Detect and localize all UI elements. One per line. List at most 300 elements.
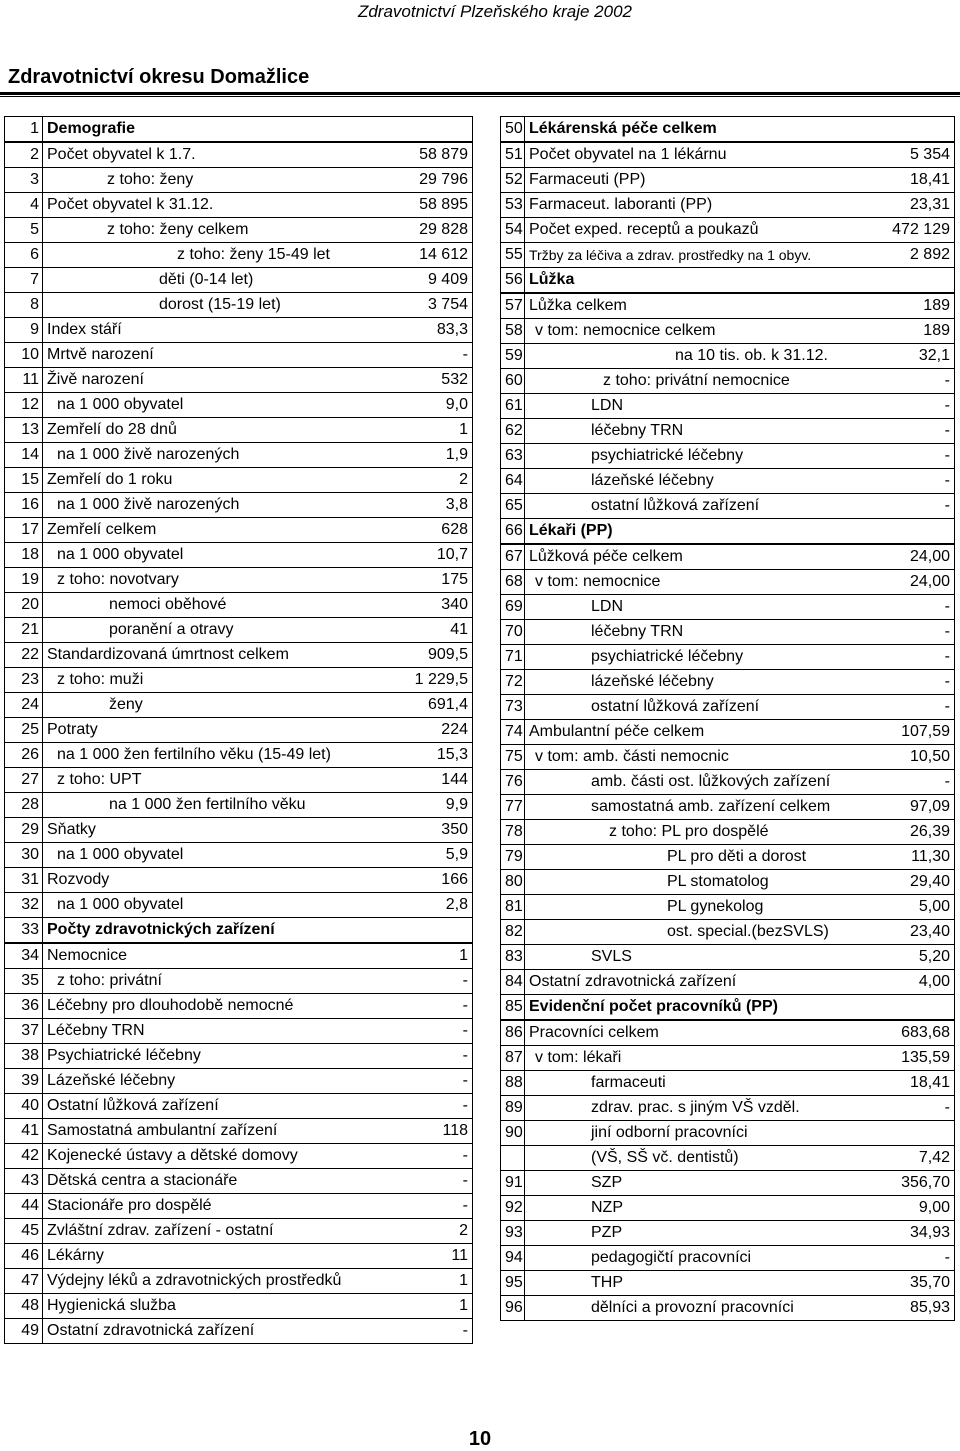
table-row [5,543,473,568]
row-label: Evidenční počet pracovníků (PP) [525,995,855,1021]
row-number: 42 [5,1144,43,1169]
row-number: 89 [501,1096,525,1121]
row-value: - [462,1172,468,1189]
table-row [501,344,955,369]
row-number: 43 [5,1169,43,1194]
table-row [501,1146,955,1171]
row-label: THP [591,1274,623,1291]
row-value: 2,8 [445,896,468,913]
row-value: 29 796 [419,171,468,188]
row-label: LDN [591,397,624,414]
row-label: z toho: privátní [57,972,162,989]
row-label: z toho: muži [57,671,144,688]
table-row [5,743,473,768]
row-label: na 1 000 živě narozených [57,496,240,513]
table-row [501,193,955,218]
table-row [5,693,473,718]
row-label: děti (0-14 let) [159,271,254,288]
table-row [501,920,955,945]
row-number: 71 [501,645,525,670]
row-number: 12 [5,393,43,418]
table-row [501,268,955,294]
row-number: 19 [5,568,43,593]
row-label: SZP [591,1174,623,1191]
row-label: PL gynekolog [667,898,764,915]
row-value: 97,09 [909,798,950,815]
row-number: 83 [501,945,525,970]
row-number: 16 [5,493,43,518]
table-row [5,1319,473,1344]
row-label: lázeňské léčebny [591,673,714,690]
table-row [501,1196,955,1221]
table-row [5,1019,473,1044]
table-row [5,568,473,593]
table-row [5,1219,473,1244]
table-row [501,494,955,519]
row-number: 27 [5,768,43,793]
row-number: 47 [5,1269,43,1294]
row-number: 77 [501,795,525,820]
row-value [855,519,955,545]
row-label: Sňatky [47,821,96,838]
table-row [5,818,473,843]
table-row [501,319,955,344]
row-label: na 1 000 živě narozených [57,446,240,463]
row-value: 166 [441,871,468,888]
row-value: - [944,598,950,615]
row-value: 107,59 [901,723,950,740]
row-number: 30 [5,843,43,868]
row-number: 6 [5,243,43,268]
row-label: Lékárny [47,1247,104,1264]
row-number: 96 [501,1296,525,1321]
row-label: Počet obyvatel k 1.7. [47,146,196,163]
table-row [5,293,473,318]
table-row [501,168,955,193]
table-row [5,268,473,293]
row-number: 93 [501,1221,525,1246]
row-value: 340 [441,596,468,613]
row-value: 85,93 [909,1299,950,1316]
table-row [501,1020,955,1046]
row-value: - [944,698,950,715]
row-number: 38 [5,1044,43,1069]
table-row [501,820,955,845]
row-number: 5 [5,218,43,243]
row-label: zdrav. prac. s jiným VŠ vzděl. [591,1099,800,1116]
row-value: 3 754 [427,296,468,313]
row-value: 58 879 [419,146,468,163]
row-value: 5 354 [909,146,950,163]
table-row [5,768,473,793]
row-number: 3 [5,168,43,193]
row-label: PL stomatolog [667,873,769,890]
table-row [5,1194,473,1219]
row-number: 69 [501,595,525,620]
table-row [501,1096,955,1121]
row-value: 472 129 [892,221,950,238]
row-label: Zemřelí do 1 roku [47,471,173,488]
row-value: 1 229,5 [414,671,468,688]
row-value: 5,9 [445,846,468,863]
row-value: 118 [442,1122,468,1139]
row-value: 24,00 [909,573,950,590]
row-value: - [462,346,468,363]
row-value: 224 [441,721,468,738]
row-label: Léčebny TRN [47,1022,145,1039]
row-number: 61 [501,394,525,419]
table-row [5,468,473,493]
row-number: 20 [5,593,43,618]
table-row [501,795,955,820]
title-rule [0,92,960,95]
row-label: Počet exped. receptů a poukazů [529,221,759,238]
row-label: Zemřelí celkem [47,521,157,538]
table-row [5,668,473,693]
row-number: 92 [501,1196,525,1221]
row-label: Počet obyvatel k 31.12. [47,196,214,213]
row-value: 23,40 [909,923,950,940]
row-value: 5,20 [918,948,950,965]
table-row [5,593,473,618]
row-number: 81 [501,895,525,920]
table-row [501,720,955,745]
row-value: - [944,648,950,665]
table-row [5,193,473,218]
table-row [501,369,955,394]
row-number: 13 [5,418,43,443]
row-number: 78 [501,820,525,845]
row-value: 628 [441,521,468,538]
row-label: léčebny TRN [591,422,684,439]
table-row [5,793,473,818]
row-label: Mrtvě narození [47,346,154,363]
row-value: 10,7 [436,546,468,563]
left-table [4,116,473,1344]
row-number: 62 [501,419,525,444]
row-value: 189 [923,322,950,339]
row-value [855,117,955,143]
row-label: SVLS [591,948,632,965]
row-value: 189 [923,297,950,314]
row-value: 2 [459,1222,468,1239]
row-number: 36 [5,994,43,1019]
row-label: Počty zdravotnických zařízení [43,918,393,944]
table-row [5,168,473,193]
table-row [501,670,955,695]
row-number: 21 [5,618,43,643]
row-value: 11,30 [911,848,950,865]
row-value [855,1121,955,1146]
table-row [5,518,473,543]
row-value: 34,93 [909,1224,950,1241]
row-label: Standardizovaná úmrtnost celkem [47,646,289,663]
row-label: ženy [109,696,143,713]
row-label: Lékaři (PP) [525,519,855,545]
row-value: 2 892 [909,246,950,263]
table-row [501,243,955,268]
table-row [501,570,955,595]
row-number: 23 [5,668,43,693]
table-row [501,1171,955,1196]
row-number: 60 [501,369,525,394]
row-value: 26,39 [909,823,950,840]
row-number: 66 [501,519,525,545]
row-number: 40 [5,1094,43,1119]
row-number: 65 [501,494,525,519]
row-number: 52 [501,168,525,193]
page-number: 10 [468,1428,492,1450]
row-value: 18,41 [909,171,950,188]
table-row [5,117,473,143]
row-number: 53 [501,193,525,218]
row-number: 75 [501,745,525,770]
table-row [5,443,473,468]
row-value: 1,9 [445,446,468,463]
table-row [501,645,955,670]
row-label: z toho: novotvary [57,571,179,588]
row-value: 9,9 [445,796,468,813]
row-number: 67 [501,544,525,570]
row-number: 15 [5,468,43,493]
row-label: Hygienická služba [47,1297,176,1314]
row-number: 86 [501,1020,525,1046]
row-number: 72 [501,670,525,695]
row-number: 80 [501,870,525,895]
row-value: 29 828 [419,221,468,238]
row-value: - [944,497,950,514]
row-label: na 1 000 obyvatel [57,546,184,563]
row-number: 45 [5,1219,43,1244]
row-number: 87 [501,1046,525,1071]
row-value: 9,00 [918,1199,950,1216]
row-number: 68 [501,570,525,595]
row-value: - [462,1022,468,1039]
row-label: z toho: ženy 15-49 let [177,246,330,263]
row-value: 1 [459,947,468,964]
row-value: - [944,447,950,464]
row-number: 56 [501,268,525,294]
row-value [855,995,955,1021]
table-row [5,393,473,418]
row-label: dorost (15-19 let) [159,296,281,313]
row-label: PZP [591,1224,623,1241]
row-number: 57 [501,293,525,319]
row-value: 1 [459,1272,468,1289]
row-number: 85 [501,995,525,1021]
table-row [5,1069,473,1094]
row-value [855,268,955,294]
table-row [501,1121,955,1146]
row-value: - [462,1047,468,1064]
table-row [501,945,955,970]
row-value: 5,00 [918,898,950,915]
row-value: - [944,472,950,489]
row-value: 683,68 [901,1024,950,1041]
row-value: 35,70 [909,1274,950,1291]
table-row [5,218,473,243]
row-value: - [944,422,950,439]
row-number: 37 [5,1019,43,1044]
table-row [5,1144,473,1169]
row-label: na 1 000 žen fertilního věku (15-49 let) [57,746,331,763]
row-label: na 10 tis. ob. k 31.12. [675,347,828,364]
row-label: dělníci a provozní pracovníci [591,1299,794,1316]
row-label: Zvláštní zdrav. zařízení - ostatní [47,1222,274,1239]
table-row [5,643,473,668]
row-label: Ostatní zdravotnická zařízení [47,1322,255,1339]
table-row [501,695,955,720]
row-label: Stacionáře pro dospělé [47,1197,212,1214]
row-label: Živě narození [47,371,144,388]
table-row [501,770,955,795]
row-value: - [944,397,950,414]
table-row [5,318,473,343]
row-number: 58 [501,319,525,344]
table-row [501,142,955,168]
row-number: 22 [5,643,43,668]
row-value: 9,0 [445,396,468,413]
row-number: 82 [501,920,525,945]
row-label: v tom: lékaři [535,1049,622,1066]
row-label: z toho: PL pro dospělé [609,823,769,840]
row-number: 8 [5,293,43,318]
row-number: 1 [5,117,43,143]
row-value: 2 [459,471,468,488]
row-label: Lázeňské léčebny [47,1072,176,1089]
row-label: Psychiatrické léčebny [47,1047,201,1064]
row-value: - [462,1322,468,1339]
row-number: 33 [5,918,43,944]
table-row [5,1169,473,1194]
row-label: v tom: amb. části nemocnic [535,748,729,765]
table-row [501,1071,955,1096]
row-value: 83,3 [436,321,468,338]
row-label: (VŠ, SŠ vč. dentistů) [591,1149,739,1166]
row-label: psychiatrické léčebny [591,447,744,464]
page-title: Zdravotnictví okresu Domažlice [8,66,310,88]
table-row [501,1271,955,1296]
row-number: 41 [5,1119,43,1144]
row-value: 58 895 [419,196,468,213]
table-row [5,994,473,1019]
table-row [501,620,955,645]
row-number: 70 [501,620,525,645]
row-number: 50 [501,117,525,143]
row-value: 23,31 [909,196,950,213]
row-label: Index stáří [47,321,122,338]
row-label: Tržby za léčiva a zdrav. prostředky na 1 obyv. [529,247,812,263]
row-value: - [944,372,950,389]
row-label: jiní odborní pracovníci [591,1124,748,1141]
row-number: 4 [5,193,43,218]
row-number: 84 [501,970,525,995]
table-row [501,519,955,545]
row-label: Ostatní lůžková zařízení [47,1097,219,1114]
table-row [5,1294,473,1319]
row-number: 11 [5,368,43,393]
row-label: v tom: nemocnice celkem [535,322,716,339]
table-row [501,218,955,243]
table-row [501,293,955,319]
row-number: 18 [5,543,43,568]
row-label: Farmaceuti (PP) [529,171,646,188]
row-number: 79 [501,845,525,870]
row-number: 51 [501,142,525,168]
table-row [5,1269,473,1294]
row-label: Lůžka celkem [529,297,627,314]
row-number: 39 [5,1069,43,1094]
row-label: Léčebny pro dlouhodobě nemocné [47,997,294,1014]
row-number: 49 [5,1319,43,1344]
table-row [5,1044,473,1069]
row-number: 63 [501,444,525,469]
row-value: - [944,673,950,690]
row-value: 144 [441,771,468,788]
row-label: Potraty [47,721,98,738]
row-label: Výdejny léků a zdravotnických prostředků [47,1272,342,1289]
row-label: ostatní lůžková zařízení [591,497,760,514]
row-number: 73 [501,695,525,720]
row-label: z toho: ženy celkem [107,221,249,238]
table-row [501,1246,955,1271]
row-value: 41 [450,621,468,638]
row-number: 35 [5,969,43,994]
row-label: z toho: privátní nemocnice [603,372,790,389]
table-row [501,595,955,620]
row-number: 64 [501,469,525,494]
row-number [501,1146,525,1171]
row-value: - [462,972,468,989]
row-label: Farmaceut. laboranti (PP) [529,196,713,213]
row-value: 24,00 [909,548,950,565]
row-value: 356,70 [901,1174,950,1191]
row-label: ost. special.(bezSVLS) [667,923,829,940]
right-table [500,116,955,1321]
row-label: Lůžka [525,268,855,294]
row-number: 91 [501,1171,525,1196]
row-number: 48 [5,1294,43,1319]
table-row [5,1119,473,1144]
row-label: Nemocnice [47,947,128,964]
row-number: 25 [5,718,43,743]
row-value: 10,50 [909,748,950,765]
table-row [5,843,473,868]
table-row [501,469,955,494]
row-label: poranění a otravy [109,621,234,638]
table-row [5,368,473,393]
row-number: 74 [501,720,525,745]
row-value: 1 [459,421,468,438]
row-value: - [462,1197,468,1214]
row-value: - [462,1072,468,1089]
row-value: - [944,1099,950,1116]
row-number: 90 [501,1121,525,1146]
table-row [501,745,955,770]
table-row [501,895,955,920]
row-number: 9 [5,318,43,343]
row-label: Počet obyvatel na 1 lékárnu [529,146,727,163]
row-label: Pracovníci celkem [529,1024,659,1041]
row-label: léčebny TRN [591,623,684,640]
row-label: Lékárenská péče celkem [525,117,855,143]
row-number: 28 [5,793,43,818]
row-label: na 1 000 obyvatel [57,396,184,413]
row-number: 2 [5,142,43,168]
row-value: 532 [441,371,468,388]
row-label: z toho: UPT [57,771,142,788]
row-number: 7 [5,268,43,293]
